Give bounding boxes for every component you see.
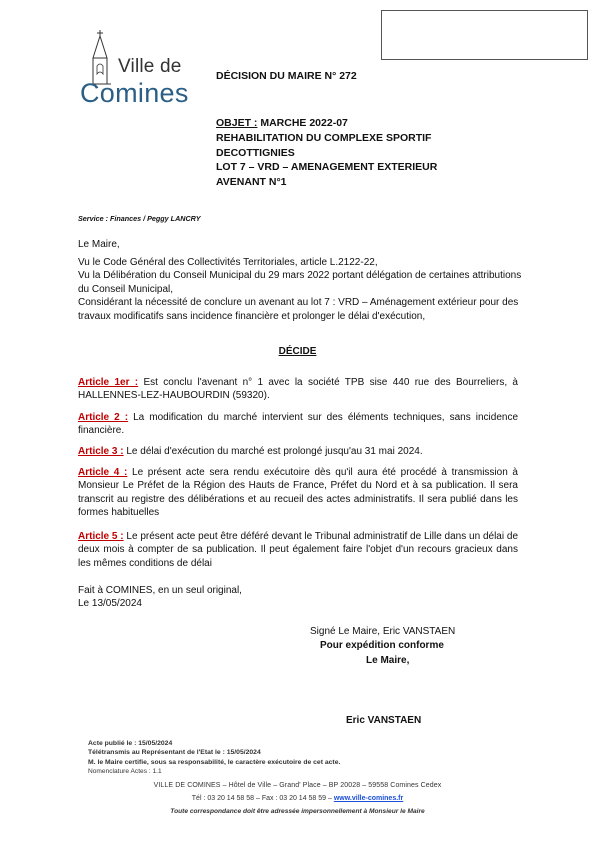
article-2	[78, 411, 518, 438]
decide-heading: DÉCIDE	[278, 346, 317, 357]
greeting: Le Maire,	[78, 239, 120, 250]
objet-line-1	[216, 116, 437, 131]
footer-phone-fax: Tél : 03 20 14 58 58 – Fax : 03 20 14 58 59 –	[191, 795, 334, 802]
article-5	[78, 530, 518, 570]
article-label: Article 5 :	[78, 531, 124, 542]
fait-date: Le 13/05/2024	[78, 598, 142, 610]
transmitted-date: Télétransmis au Représentant de l'Etat le : 15/05/2024	[88, 749, 261, 757]
article-label: Article 4 :	[78, 467, 128, 478]
objet-line-4: LOT 7 – VRD – AMENAGEMENT EXTERIEUR	[216, 161, 438, 174]
service-line: Service : Finances / Peggy LANCRY	[78, 214, 201, 223]
objet-label: OBJET :	[216, 117, 258, 129]
preamble	[78, 256, 523, 323]
footer-address: VILLE DE COMINES – Hôtel de Ville – Grand' Place – BP 20028 – 59558 Comines Cedex	[153, 782, 442, 789]
objet-text-1: MARCHE 2022-07	[257, 117, 348, 129]
footer-note: Toute correspondance doit être adressée impersonnellement à Monsieur le Maire	[170, 808, 425, 815]
article-text: Le présent acte peut être déféré devant le Tribunal administratif de Lille dans un délai de deux mois à compter de sa publication. Il peut également faire l'objet d'un recours gracieux dans les mêmes conditions de délai	[78, 531, 518, 569]
signed-line: Signé Le Maire, Eric VANSTAEN	[310, 626, 456, 637]
article-text: La modification du marché intervient sur des éléments techniques, sans incidence financière.	[78, 412, 519, 437]
logo-city-text: Comines	[80, 78, 189, 108]
objet-line-2: REHABILITATION DU COMPLEXE SPORTIF	[216, 131, 432, 144]
stamp-box	[381, 10, 588, 60]
article-label: Article 1er :	[78, 377, 139, 388]
article-text: Le présent acte sera rendu exécutoire dès qu'il aura été procédé à transmission à Monsieur Le Préfet de la Région des Hauts de France, Préfet du Nord et à sa publication. Il sera transcrit au registre des délibérations et au recueil des actes administratifs. Il sera publié dans les formes habituelles	[78, 467, 518, 519]
fait-place: Fait à COMINES, en un seul original,	[78, 585, 242, 596]
mayor-name: Eric VANSTAEN	[346, 715, 422, 726]
article-label: Article 2 :	[78, 412, 129, 423]
footer-contact	[0, 795, 595, 802]
article-text: Est conclu l'avenant n° 1 avec la société TPB sise 440 rue des Bourreliers, à HALLENNES-LEZ-HAUBOURDIN (59320).	[78, 377, 518, 402]
publication-meta	[88, 739, 340, 777]
vu-deliberation: Vu la Délibération du Conseil Municipal du 29 mars 2022 portant délégation de certaines attributions du Conseil Municipal,	[78, 270, 522, 295]
article-1	[78, 376, 518, 403]
logo-town-text: Ville de	[118, 56, 182, 77]
certify-line: M. le Maire certifie, sous sa responsabilité, le caractère exécutoire de cet acte.	[88, 758, 341, 766]
considerant: Considérant la nécessité de conclure un avenant au lot 7 : VRD – Aménagement extérieur pour des travaux modificatifs sans incidence financière et prolonger le délai d'exécution,	[78, 297, 519, 322]
objet-block	[216, 116, 437, 190]
article-4	[78, 466, 518, 520]
nomenclature: Nomenclature Actes : 1.1	[88, 768, 162, 776]
objet-line-5: AVENANT N°1	[216, 176, 287, 189]
mayor-role: Le Maire,	[366, 655, 410, 666]
website-link[interactable]: www.ville-comines.fr	[333, 795, 404, 802]
fait-block	[78, 584, 242, 611]
city-logo	[80, 28, 196, 108]
article-label: Article 3 :	[78, 446, 124, 457]
decision-title: DÉCISION DU MAIRE N° 272	[216, 70, 357, 82]
article-text: Le délai d'exécution du marché est prolongé jusqu'au 31 mai 2024.	[123, 446, 423, 457]
published-date: Acte publié le : 15/05/2024	[88, 740, 173, 747]
objet-line-3: DECOTTIGNIES	[216, 146, 295, 159]
expedition-line: Pour expédition conforme	[320, 640, 444, 651]
article-3	[78, 445, 518, 458]
vu-code: Vu le Code Général des Collectivités Territoriales, article L.2122-22,	[78, 257, 378, 268]
